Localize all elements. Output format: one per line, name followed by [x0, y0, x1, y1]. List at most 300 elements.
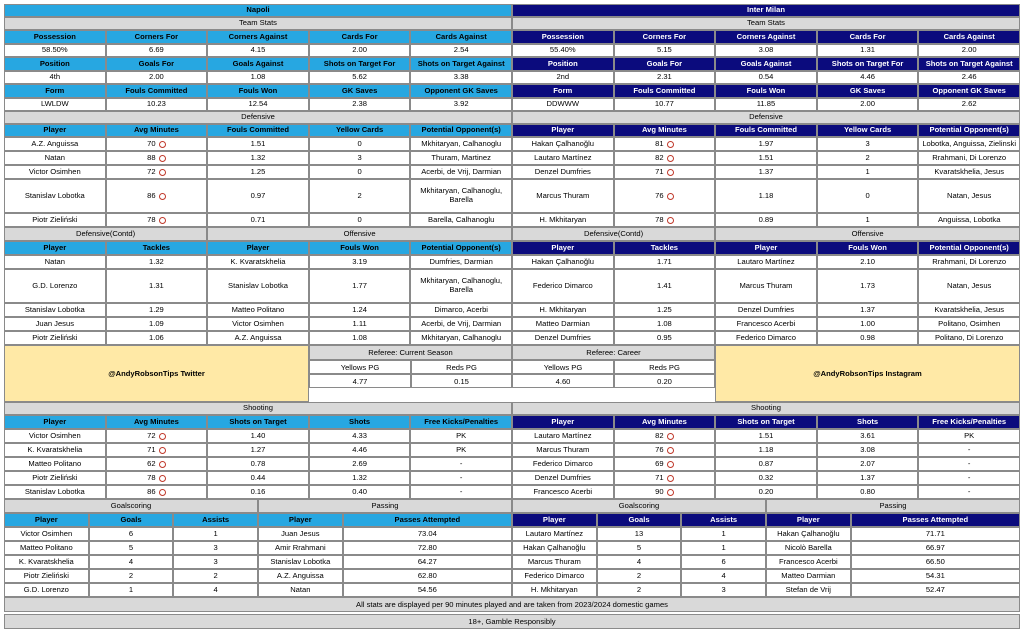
napoli-defensive-header: Potential Opponent(s): [410, 124, 512, 137]
player-name: Federico Dimarco: [512, 569, 597, 583]
stopwatch-icon: [159, 141, 166, 148]
player-name: Matteo Politano: [207, 303, 309, 317]
shooting-header: Shots on Target: [207, 415, 309, 429]
shooting-value: 1.27: [207, 443, 309, 457]
napoli-stat-header: Goals For: [106, 57, 208, 71]
napoli-stat-value: 2.00: [106, 71, 208, 84]
shooting-value: [106, 429, 208, 443]
tackles-value: 1.31: [106, 269, 208, 303]
napoli-goalscoring-label: Goalscoring: [4, 499, 258, 513]
passes-value: 64.27: [343, 555, 512, 569]
shooting-header: Avg Minutes: [106, 415, 208, 429]
avg-minutes: 71: [147, 444, 156, 454]
player-name: H. Mkhitaryan: [512, 303, 614, 317]
defensive-value: [106, 137, 208, 151]
shooting-value: 1.32: [309, 471, 411, 485]
player-name: Denzel Dumfries: [512, 331, 614, 345]
napoli-stat-value: 5.62: [309, 71, 411, 84]
inter-stat-value: 3.08: [715, 44, 817, 57]
player-name: Francesco Acerbi: [512, 485, 614, 499]
player-name: Federico Dimarco: [512, 269, 614, 303]
shooting-value: 3.61: [817, 429, 919, 443]
player-name: Piotr Zieliński: [4, 213, 106, 227]
inter-stat-header: Opponent GK Saves: [918, 84, 1020, 98]
table-row: [512, 569, 1020, 583]
passes-value: 66.97: [851, 541, 1020, 555]
offensive-value: Acerbi, de Vrij, Darmian: [410, 317, 512, 331]
referee-yellows-header: Yellows PG: [309, 360, 411, 374]
player-name: Matteo Politano: [4, 457, 106, 471]
stopwatch-icon: [667, 217, 674, 224]
table-row: [512, 317, 1020, 331]
napoli-stat-header: GK Saves: [309, 84, 411, 98]
goalscoring-value: 2: [597, 583, 682, 597]
player-name: Lautaro Martínez: [715, 255, 817, 269]
shooting-value: -: [410, 485, 512, 499]
defensive-value: Anguissa, Lobotka: [918, 213, 1020, 227]
avg-minutes: 78: [655, 214, 664, 224]
inter-stat-header: Cards For: [817, 30, 919, 44]
offensive-value: 1.08: [309, 331, 411, 345]
goalscoring-value: 4: [173, 583, 258, 597]
defensive-value: [106, 165, 208, 179]
tackles-header-player: Player: [512, 241, 614, 255]
table-row: [4, 255, 512, 269]
offensive-value: Politano, Osimhen: [918, 317, 1020, 331]
shooting-header: Free Kicks/Penalties: [410, 415, 512, 429]
table-row: [512, 179, 1020, 213]
defensive-value: [106, 179, 208, 213]
stopwatch-icon: [159, 193, 166, 200]
player-name: Juan Jesus: [4, 317, 106, 331]
table-row: [512, 331, 1020, 345]
shooting-value: 1.51: [715, 429, 817, 443]
inter-stat-header: Goals Against: [715, 57, 817, 71]
napoli-stat-header: Opponent GK Saves: [410, 84, 512, 98]
inter-stat-header: Shots on Target Against: [918, 57, 1020, 71]
player-name: Victor Osimhen: [4, 165, 106, 179]
inter-defensive-header: Potential Opponent(s): [918, 124, 1020, 137]
napoli-stat-header: Corners Against: [207, 30, 309, 44]
defensive-value: Barella, Calhanoglu: [410, 213, 512, 227]
inter-stat-value: 2.62: [918, 98, 1020, 111]
shooting-header: Shots: [817, 415, 919, 429]
avg-minutes: 62: [147, 458, 156, 468]
shooting-value: PK: [410, 429, 512, 443]
table-row: [512, 269, 1020, 303]
avg-minutes: 71: [655, 472, 664, 482]
shooting-header: Avg Minutes: [614, 415, 716, 429]
avg-minutes: 76: [655, 190, 664, 200]
shooting-value: [106, 471, 208, 485]
goalscoring-value: 2: [173, 569, 258, 583]
player-name: Victor Osimhen: [4, 429, 106, 443]
goalscoring-value: 4: [597, 555, 682, 569]
napoli-stat-value: 3.38: [410, 71, 512, 84]
referee-yellows-career: 4.60: [512, 374, 614, 388]
stopwatch-icon: [159, 433, 166, 440]
player-name: A.Z. Anguissa: [207, 331, 309, 345]
shooting-value: PK: [410, 443, 512, 457]
player-name: Stefan de Vrij: [766, 583, 851, 597]
napoli-stat-value: 4.15: [207, 44, 309, 57]
napoli-stat-value: 58.50%: [4, 44, 106, 57]
goalscoring-value: 5: [89, 541, 174, 555]
shooting-value: [614, 471, 716, 485]
shooting-header: Shots: [309, 415, 411, 429]
shooting-value: -: [918, 457, 1020, 471]
goalscoring-value: 1: [173, 527, 258, 541]
table-row: [4, 457, 512, 471]
tackles-value: 1.29: [106, 303, 208, 317]
inter-stat-header: Cards Against: [918, 30, 1020, 44]
napoli-stat-header: Fouls Won: [207, 84, 309, 98]
defensive-value: [614, 137, 716, 151]
offensive-value: 1.00: [817, 317, 919, 331]
napoli-stat-header: Goals Against: [207, 57, 309, 71]
inter-stat-value: DDWWW: [512, 98, 614, 111]
defensive-value: Natan, Jesus: [918, 179, 1020, 213]
defensive-value: 0: [817, 179, 919, 213]
player-name: Denzel Dumfries: [512, 165, 614, 179]
table-row: [512, 165, 1020, 179]
player-name: G.D. Lorenzo: [4, 583, 89, 597]
player-name: Federico Dimarco: [512, 457, 614, 471]
stats-sheet: [4, 4, 1020, 630]
table-row: [512, 303, 1020, 317]
player-name: Natan: [258, 583, 343, 597]
shooting-value: 1.40: [207, 429, 309, 443]
tackles-value: 1.41: [614, 269, 716, 303]
defensive-value: 1.97: [715, 137, 817, 151]
inter-defensive-header: Yellow Cards: [817, 124, 919, 137]
gamble-responsibly-note: 18+, Gamble Responsibly: [4, 614, 1020, 629]
inter-stat-header: Form: [512, 84, 614, 98]
passing-header: Player: [766, 513, 851, 527]
table-row: [4, 527, 512, 541]
inter-stat-value: 2.00: [817, 98, 919, 111]
shooting-value: 0.16: [207, 485, 309, 499]
inter-stat-value: 1.31: [817, 44, 919, 57]
inter-stat-value: 10.77: [614, 98, 716, 111]
table-row: [512, 583, 1020, 597]
shooting-value: 2.07: [817, 457, 919, 471]
stopwatch-icon: [667, 475, 674, 482]
player-name: Hakan Çalhanoğlu: [766, 527, 851, 541]
napoli-stat-header: Corners For: [106, 30, 208, 44]
avg-minutes: 78: [147, 214, 156, 224]
player-name: Stanislav Lobotka: [258, 555, 343, 569]
player-name: Amir Rrahmani: [258, 541, 343, 555]
offensive-header: Player: [207, 241, 309, 255]
player-name: Stanislav Lobotka: [4, 179, 106, 213]
defensive-value: 3: [309, 151, 411, 165]
inter-defensive-header: Avg Minutes: [614, 124, 716, 137]
offensive-value: 1.73: [817, 269, 919, 303]
defensive-value: Rrahmani, Di Lorenzo: [918, 151, 1020, 165]
inter-offensive-label: Offensive: [715, 227, 1020, 241]
defensive-value: 1.51: [207, 137, 309, 151]
offensive-header: Potential Opponent(s): [410, 241, 512, 255]
defensive-value: [106, 213, 208, 227]
stopwatch-icon: [159, 169, 166, 176]
tackles-value: 1.08: [614, 317, 716, 331]
napoli-stat-value: 2.54: [410, 44, 512, 57]
offensive-value: Kvaratskhelia, Jesus: [918, 303, 1020, 317]
player-name: Piotr Zieliński: [4, 471, 106, 485]
defensive-value: 1.18: [715, 179, 817, 213]
defensive-value: 1: [817, 165, 919, 179]
napoli-stat-header: Shots on Target Against: [410, 57, 512, 71]
goalscoring-value: 4: [681, 569, 766, 583]
shooting-value: 0.32: [715, 471, 817, 485]
avg-minutes: 71: [655, 166, 664, 176]
defensive-value: [614, 213, 716, 227]
table-row: [512, 555, 1020, 569]
passes-value: 71.71: [851, 527, 1020, 541]
player-name: Victor Osimhen: [207, 317, 309, 331]
napoli-stat-header: Shots on Target For: [309, 57, 411, 71]
goalscoring-value: 1: [681, 527, 766, 541]
player-name: H. Mkhitaryan: [512, 213, 614, 227]
player-name: Federico Dimarco: [715, 331, 817, 345]
goalscoring-value: 6: [89, 527, 174, 541]
referee-yellows-header: Yellows PG: [512, 360, 614, 374]
goalscoring-value: 4: [89, 555, 174, 569]
player-name: Stanislav Lobotka: [4, 485, 106, 499]
stopwatch-icon: [159, 447, 166, 454]
napoli-stat-value: 2.00: [309, 44, 411, 57]
shooting-value: 0.40: [309, 485, 411, 499]
inter-stat-value: 2.00: [918, 44, 1020, 57]
stopwatch-icon: [667, 461, 674, 468]
tackles-value: 1.71: [614, 255, 716, 269]
inter-shooting-label: Shooting: [512, 402, 1020, 415]
shooting-value: 0.87: [715, 457, 817, 471]
inter-stat-value: 2.31: [614, 71, 716, 84]
goalscoring-value: 2: [89, 569, 174, 583]
shooting-value: 0.78: [207, 457, 309, 471]
player-name: Marcus Thuram: [512, 555, 597, 569]
offensive-value: Dumfries, Darmian: [410, 255, 512, 269]
tackles-value: 1.06: [106, 331, 208, 345]
goalscoring-value: 3: [173, 555, 258, 569]
defensive-value: 1.51: [715, 151, 817, 165]
table-row: [4, 213, 512, 227]
inter-stat-value: 0.54: [715, 71, 817, 84]
shooting-header: Player: [4, 415, 106, 429]
avg-minutes: 70: [147, 138, 156, 148]
offensive-value: Rrahmani, Di Lorenzo: [918, 255, 1020, 269]
table-row: [512, 429, 1020, 443]
stopwatch-icon: [159, 475, 166, 482]
stopwatch-icon: [667, 433, 674, 440]
tackles-value: 1.25: [614, 303, 716, 317]
shooting-header: Free Kicks/Penalties: [918, 415, 1020, 429]
inter-stat-header: GK Saves: [817, 84, 919, 98]
referee-reds-career: 0.20: [614, 374, 715, 388]
defensive-value: Thuram, Martinez: [410, 151, 512, 165]
napoli-defensive-header: Yellow Cards: [309, 124, 411, 137]
offensive-header: Potential Opponent(s): [918, 241, 1020, 255]
table-row: [512, 213, 1020, 227]
player-name: Francesco Acerbi: [766, 555, 851, 569]
table-row: [4, 179, 512, 213]
player-name: Nicolò Barella: [766, 541, 851, 555]
player-name: Natan: [4, 255, 106, 269]
avg-minutes: 72: [147, 166, 156, 176]
player-name: Victor Osimhen: [4, 527, 89, 541]
player-name: Matteo Darmian: [766, 569, 851, 583]
napoli-stat-header: Possession: [4, 30, 106, 44]
inter-team-stats-label: Team Stats: [512, 17, 1020, 30]
defensive-value: Kvaratskhelia, Jesus: [918, 165, 1020, 179]
table-row: [512, 151, 1020, 165]
referee-reds-header: Reds PG: [614, 360, 715, 374]
napoli-title: Napoli: [4, 4, 512, 17]
goalscoring-value: 3: [173, 541, 258, 555]
shooting-header: Shots on Target: [715, 415, 817, 429]
shooting-value: 0.20: [715, 485, 817, 499]
player-name: Francesco Acerbi: [715, 317, 817, 331]
napoli-team-stats-label: Team Stats: [4, 17, 512, 30]
stopwatch-icon: [159, 155, 166, 162]
stopwatch-icon: [667, 193, 674, 200]
inter-passing-label: Passing: [766, 499, 1020, 513]
tackles-header-value: Tackles: [106, 241, 208, 255]
inter-defensive-contd-label: Defensive(Contd): [512, 227, 715, 241]
shooting-value: 1.37: [817, 471, 919, 485]
avg-minutes: 90: [655, 486, 664, 496]
goalscoring-value: 2: [597, 569, 682, 583]
defensive-value: Lobotka, Anguissa, Zielinski: [918, 137, 1020, 151]
napoli-stat-header: Cards Against: [410, 30, 512, 44]
passes-value: 72.80: [343, 541, 512, 555]
player-name: Piotr Zieliński: [4, 331, 106, 345]
inter-stat-header: Corners For: [614, 30, 716, 44]
stopwatch-icon: [159, 461, 166, 468]
inter-stat-header: Goals For: [614, 57, 716, 71]
defensive-value: [106, 151, 208, 165]
shooting-value: -: [410, 471, 512, 485]
goalscoring-value: 6: [681, 555, 766, 569]
table-row: [4, 443, 512, 457]
inter-stat-value: 55.40%: [512, 44, 614, 57]
table-row: [4, 429, 512, 443]
passing-header: Passes Attempted: [343, 513, 512, 527]
table-row: [512, 443, 1020, 457]
inter-stat-header: Fouls Won: [715, 84, 817, 98]
defensive-value: Acerbi, de Vrij, Darmian: [410, 165, 512, 179]
offensive-value: 2.10: [817, 255, 919, 269]
shooting-value: 0.80: [817, 485, 919, 499]
avg-minutes: 86: [147, 486, 156, 496]
napoli-stat-header: Cards For: [309, 30, 411, 44]
defensive-value: 0: [309, 165, 411, 179]
table-row: [4, 569, 512, 583]
player-name: Marcus Thuram: [512, 179, 614, 213]
napoli-stat-value: 4th: [4, 71, 106, 84]
shooting-value: [614, 457, 716, 471]
table-row: [4, 583, 512, 597]
shooting-value: PK: [918, 429, 1020, 443]
player-name: Stanislav Lobotka: [4, 303, 106, 317]
table-row: [4, 331, 512, 345]
inter-goalscoring-label: Goalscoring: [512, 499, 766, 513]
stopwatch-icon: [159, 489, 166, 496]
player-name: Lautaro Martínez: [512, 527, 597, 541]
defensive-value: 1: [817, 213, 919, 227]
defensive-value: [614, 151, 716, 165]
passes-value: 54.56: [343, 583, 512, 597]
table-row: [4, 541, 512, 555]
player-name: Lautaro Martínez: [512, 151, 614, 165]
tackles-value: 1.32: [106, 255, 208, 269]
offensive-header: Fouls Won: [309, 241, 411, 255]
inter-stat-header: Position: [512, 57, 614, 71]
inter-stat-header: Fouls Committed: [614, 84, 716, 98]
defensive-value: [614, 179, 716, 213]
defensive-value: 0: [309, 213, 411, 227]
passes-value: 62.80: [343, 569, 512, 583]
avg-minutes: 81: [655, 138, 664, 148]
shooting-value: -: [918, 443, 1020, 457]
referee-yellows-current: 4.77: [309, 374, 411, 388]
passes-value: 54.31: [851, 569, 1020, 583]
player-name: Stanislav Lobotka: [207, 269, 309, 303]
shooting-value: -: [918, 471, 1020, 485]
napoli-defensive-contd-label: Defensive(Contd): [4, 227, 207, 241]
inter-stat-value: 11.85: [715, 98, 817, 111]
avg-minutes: 78: [147, 472, 156, 482]
player-name: Matteo Darmian: [512, 317, 614, 331]
table-row: [512, 485, 1020, 499]
table-row: [512, 457, 1020, 471]
defensive-value: 0: [309, 137, 411, 151]
table-row: [512, 471, 1020, 485]
stopwatch-icon: [159, 217, 166, 224]
player-name: Matteo Politano: [4, 541, 89, 555]
player-name: Hakan Çalhanoğlu: [512, 541, 597, 555]
napoli-stat-value: 6.69: [106, 44, 208, 57]
avg-minutes: 88: [147, 152, 156, 162]
table-row: [4, 317, 512, 331]
goalscoring-value: 13: [597, 527, 682, 541]
offensive-value: Natan, Jesus: [918, 269, 1020, 303]
defensive-value: [614, 165, 716, 179]
passes-value: 66.50: [851, 555, 1020, 569]
avg-minutes: 72: [147, 430, 156, 440]
table-row: [512, 137, 1020, 151]
shooting-value: [614, 443, 716, 457]
inter-stat-header: Corners Against: [715, 30, 817, 44]
offensive-value: Dimarco, Acerbi: [410, 303, 512, 317]
player-name: A.Z. Anguissa: [258, 569, 343, 583]
defensive-value: 0.89: [715, 213, 817, 227]
table-row: [512, 541, 1020, 555]
inter-title: Inter Milan: [512, 4, 1020, 17]
defensive-value: 2: [817, 151, 919, 165]
shooting-value: [614, 429, 716, 443]
napoli-stat-value: 1.08: [207, 71, 309, 84]
napoli-stat-header: Position: [4, 57, 106, 71]
defensive-value: 2: [309, 179, 411, 213]
goalscoring-header: Player: [512, 513, 597, 527]
goalscoring-header: Assists: [681, 513, 766, 527]
player-name: Marcus Thuram: [512, 443, 614, 457]
avg-minutes: 86: [147, 190, 156, 200]
inter-stat-header: Shots on Target For: [817, 57, 919, 71]
